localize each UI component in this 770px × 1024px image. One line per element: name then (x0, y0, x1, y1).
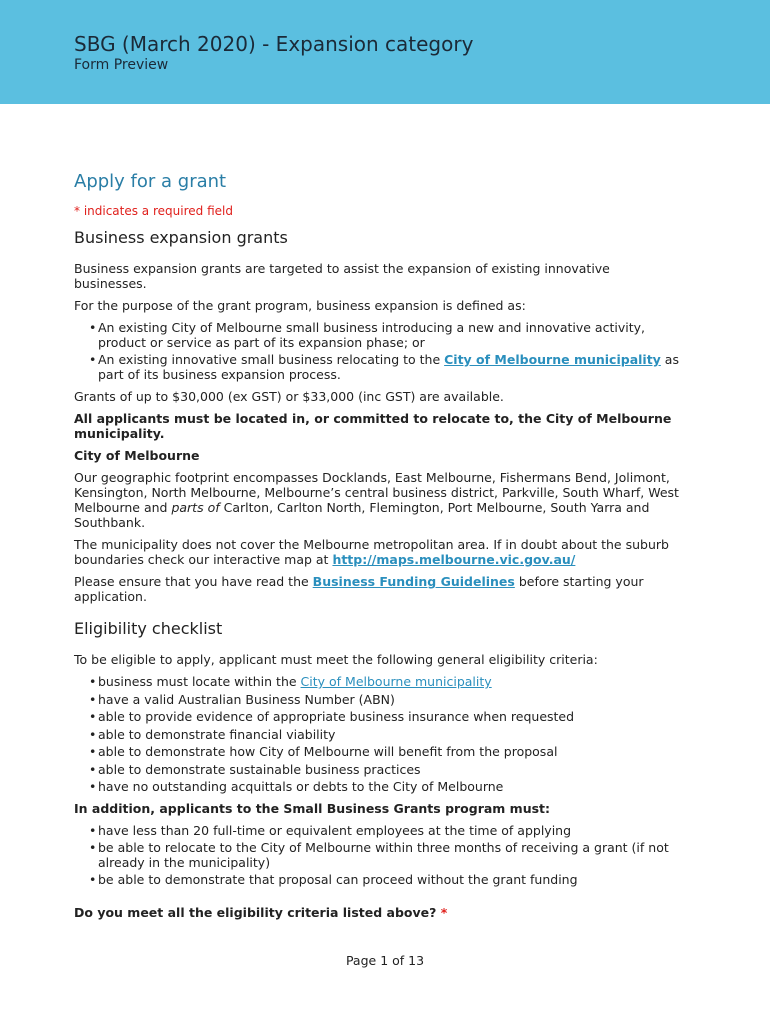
funding-guidelines-link[interactable]: Business Funding Guidelines (312, 574, 515, 589)
expansion-purpose: For the purpose of the grant program, business expansion is defined as: (74, 298, 526, 313)
section-heading-expansion: Business expansion grants (74, 228, 288, 247)
list-item: • be able to relocate to the City of Melbourne within three months of receiving a grant (if not already in the municipality) (98, 840, 679, 870)
page-title: SBG (March 2020) - Expansion category (74, 32, 474, 56)
eligibility-intro: To be eligible to apply, applicant must meet the following general eligibility criteria: (74, 652, 598, 667)
list-item (98, 674, 679, 689)
eligibility-criteria-list (74, 674, 679, 794)
required-marker: * (440, 905, 448, 920)
guidelines-note (74, 574, 679, 604)
metro-text: The municipality does not cover the Melbourne metropolitan area. If in doubt about the suburb boundaries check our interactive map at (74, 537, 669, 567)
additional-requirements-list (74, 823, 679, 887)
header-banner (0, 0, 770, 104)
city-municipality-link[interactable]: City of Melbourne municipality (444, 352, 661, 367)
list-item: • have a valid Australian Business Number (ABN) (98, 692, 679, 707)
list-item: • have less than 20 full-time or equivalent employees at the time of applying (98, 823, 679, 838)
list-item (98, 320, 679, 350)
expansion-intro: Business expansion grants are targeted to assist the expansion of existing innovative businesses. (74, 261, 610, 291)
location-requirement: All applicants must be located in, or committed to relocate to, the City of Melbourne municipality. (74, 411, 672, 441)
page-subtitle: Form Preview (74, 57, 169, 73)
list-item (98, 352, 679, 382)
list-item: • be able to demonstrate that proposal can proceed without the grant funding (98, 872, 679, 887)
eligibility-question (74, 905, 679, 920)
grant-amount-text: Grants of up to $30,000 (ex GST) or $33,000 (inc GST) are available. (74, 389, 504, 404)
form-heading: Apply for a grant (74, 171, 227, 192)
additional-requirements-heading: In addition, applicants to the Small Business Grants program must: (74, 801, 551, 816)
list-item: • have no outstanding acquittals or debts to the City of Melbourne (98, 779, 679, 794)
list-item-text: business must locate within the (98, 674, 301, 689)
form-content (74, 170, 679, 927)
list-item: • able to demonstrate how City of Melbourne will benefit from the proposal (98, 744, 679, 759)
guidelines-text: Please ensure that you have read the (74, 574, 313, 589)
list-item: • able to demonstrate financial viability (98, 727, 679, 742)
page-number: Page 1 of 13 (345, 953, 425, 968)
footprint-text: Carlton, Carlton North, Flemington, Port Melbourne, South Yarra and Southbank. (74, 500, 650, 530)
question-text: Do you meet all the eligibility criteria listed above? (74, 905, 441, 920)
list-item-text: as part of its business expansion process. (98, 352, 679, 382)
footprint-emphasis: parts of (171, 500, 220, 515)
guidelines-text: before starting your application. (74, 574, 644, 604)
footprint-text: Our geographic footprint encompasses Docklands, East Melbourne, Fishermans Bend, Jolimont, Kensington, North Melbourne, Melbourne’s central business district, Parkville, South Wharf, West Melbourne and (74, 470, 679, 515)
city-heading: City of Melbourne (74, 448, 200, 463)
section-heading-eligibility: Eligibility checklist (74, 619, 223, 638)
list-item: • able to demonstrate sustainable business practices (98, 762, 679, 777)
expansion-definition-list (74, 320, 679, 382)
geographic-footprint (74, 470, 679, 530)
interactive-map-link[interactable]: http://maps.melbourne.vic.gov.au/ (332, 552, 576, 567)
list-item-text: An existing City of Melbourne small business introducing a new and innovative activity, product or service as part of its expansion phase; or (98, 320, 645, 350)
required-field-note: * indicates a required field (74, 204, 233, 218)
city-municipality-link[interactable]: City of Melbourne municipality (300, 674, 492, 689)
metro-note (74, 537, 679, 567)
list-item: • able to provide evidence of appropriate business insurance when requested (98, 709, 679, 724)
list-item-text: An existing innovative small business relocating to the (98, 352, 445, 367)
